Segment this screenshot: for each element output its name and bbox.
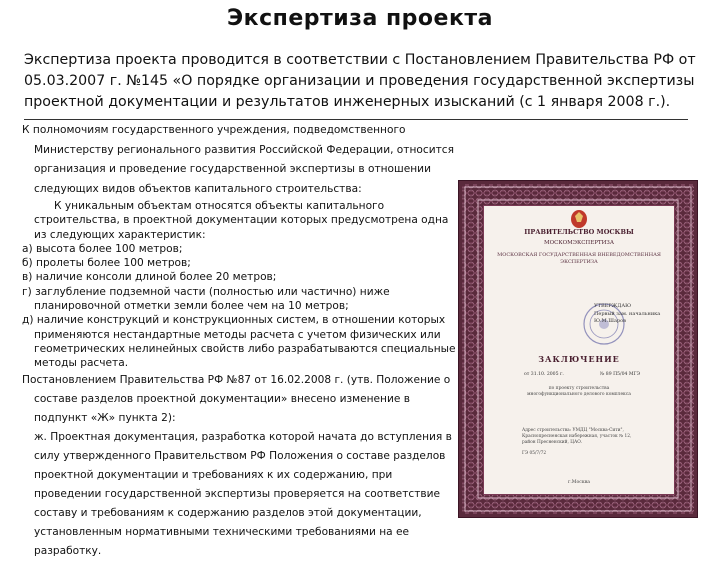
list-item: в) наличие консоли длиной более 20 метров; xyxy=(22,271,277,284)
certificate-paper xyxy=(483,205,675,495)
unique-objects-paragraph: К уникальным объектам относятся объекты капитального строительства, в проектной документации которых предусмотрена одна из следующих характеристик: xyxy=(34,200,449,241)
list-item: г) заглубление подземной части (полностью или частично) ниже планировочной отметки земли более чем на 10 метров; xyxy=(22,285,390,313)
characteristics-list xyxy=(22,242,456,371)
body-text xyxy=(22,121,456,561)
certificate-city: г.Москва xyxy=(567,480,591,485)
page-title: Экспертиза проекта xyxy=(227,6,493,31)
address-text: Адрес строительства: УМДЦ "Москва-Сити", Краснопресненская набережная, участок № 12, район Пресненский, ЦАО. xyxy=(522,428,632,445)
list-item: б) пролеты более 100 метров; xyxy=(22,257,191,270)
certificate-subject: по проекту строительства многофункционального делового комплекса xyxy=(527,386,631,397)
list-item: а) высота более 100 метров; xyxy=(22,242,183,255)
intro-paragraph: Экспертиза проекта проводится в соответствии с Постановлением Правительства РФ от 05.03.2007 г. №145 «О порядке организации и проведения государственной экспертизы проектной документации и результатов инженерных изысканий (с 1 января 2008 г.). xyxy=(24,52,696,110)
certificate-organization: МОСКОВСКАЯ ГОСУДАРСТВЕННАЯ ВНЕВЕДОМСТВЕННАЯ ЭКСПЕРТИЗА xyxy=(497,252,661,265)
certificate-date: от 31.10. 2005 г. xyxy=(524,372,564,377)
approval-heading: УТВЕРЖДАЮ xyxy=(594,303,632,309)
certificate-code: ГЭ 05/7/72 xyxy=(522,451,547,457)
decree-paragraph: Постановлением Правительства РФ №87 от 16.02.2008 г. (утв. Положение о составе разделов проектной документации» внесено изменение в подпункт «Ж» пункта 2): xyxy=(22,373,451,424)
certificate-number: № 89 П5/04 МГЭ xyxy=(600,372,641,377)
certificate-government: ПРАВИТЕЛЬСТВО МОСКВЫ xyxy=(524,228,634,236)
subpoint-paragraph: ж. Проектная документация, разработка которой начата до вступления в силу утвержденного Правительством РФ Положения о составе разделов проектной документации и требованиях к их содержанию, при проведении государственной экспертизы проверяется на соответствие составу и требованиям к содержанию разделов этой документации, установленным нормативными техническими требованиями на ее разработку. xyxy=(34,430,452,557)
authority-paragraph: К полномочиям государственного учреждения, подведомственного Министерству регионального развития Российской Федерации, относится организация и проведение государственной экспертизы в отношении следующих видов объектов капитального строительства: xyxy=(22,124,454,195)
moscow-emblem-icon xyxy=(536,208,622,230)
certificate-agency: МОСКОМЭКСПЕРТИЗА xyxy=(544,240,614,246)
divider xyxy=(24,119,688,120)
certificate-address xyxy=(522,428,642,457)
approval-role: Первый зам. начальника xyxy=(594,310,661,317)
certificate-approval xyxy=(594,303,668,326)
expertise-certificate xyxy=(459,181,697,517)
list-item: д) наличие конструкций и конструкционных систем, в отношении которых применяются нестандартные методы расчета с учетом физических или геометрических нелинейных свойств либо разрабатываются специальные методы расчета. xyxy=(22,314,456,370)
approval-name: Ю.М.Шаров xyxy=(594,318,626,324)
certificate-conclusion-title: ЗАКЛЮЧЕНИЕ xyxy=(538,354,620,364)
